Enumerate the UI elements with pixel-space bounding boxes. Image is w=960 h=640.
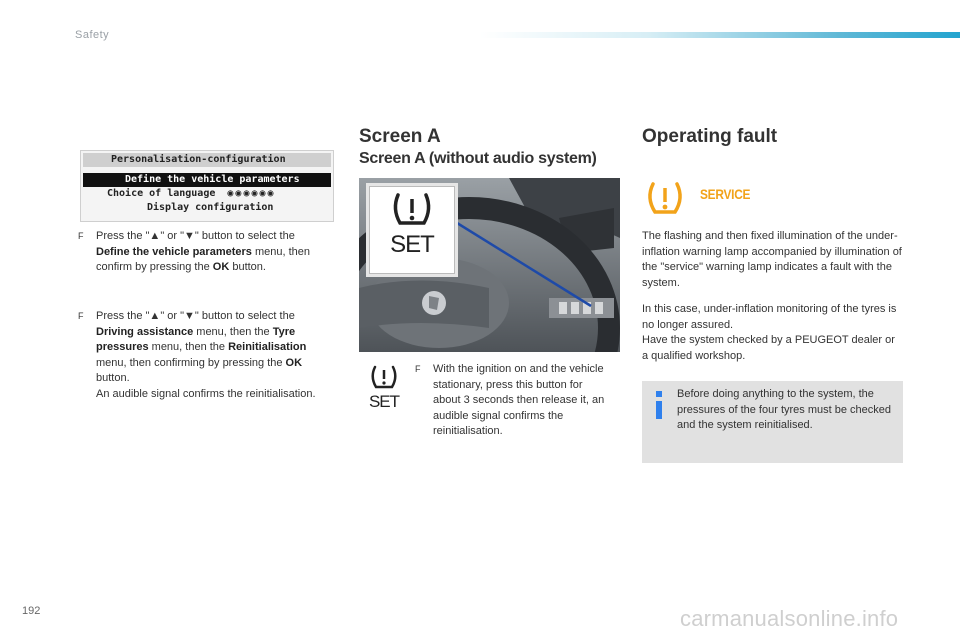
screen-a-heading: Screen A [359, 126, 441, 147]
menu-display-item: Display configuration [147, 202, 274, 213]
info-icon [654, 391, 664, 419]
instruction-step-2 [78, 309, 338, 429]
section-title: Safety [75, 29, 110, 41]
tyre-pressure-warning-icon [370, 187, 454, 235]
service-warning-label: SERVICE [700, 186, 751, 202]
step-2-note: An audible signal confirms the reinitialisation. [96, 387, 316, 400]
tyre-pressure-warning-icon-small [364, 364, 404, 392]
watermark: carmanualsonline.info [680, 606, 899, 631]
instruction-step-1 [78, 229, 338, 279]
menu-title: Personalisation-configuration [83, 153, 331, 167]
operating-fault-heading: Operating fault [642, 126, 778, 147]
menu-language-item: Choice of language ◉◉◉◉◉◉ [107, 188, 276, 199]
info-text: Before doing anything to the system, the pressures of the four tyres must be checked and the system reinitialised. [677, 388, 891, 431]
page-number: 192 [22, 605, 41, 617]
menu-selected-item: Define the vehicle parameters [83, 173, 331, 187]
set-button-icon [364, 364, 404, 412]
screen-a-subheading: Screen A (without audio system) [359, 150, 597, 167]
tyre-pressure-warning-orange-icon [642, 178, 688, 220]
info-box [642, 381, 903, 463]
peugeot-lion-icon [422, 291, 446, 315]
instruction-step-set [415, 362, 615, 442]
flag-icons: ◉◉◉◉◉◉ [227, 188, 276, 199]
set-step-text: With the ignition on and the vehicle stationary, press this button for about 3 seconds then release it, an audible signal confirms the reinitialisation. [433, 363, 605, 437]
fault-action: In this case, under-inflation monitoring of the tyres is no longer assured. Have the system checked by a PEUGEOT dealer or a qualified workshop. [642, 303, 897, 362]
menu-display [80, 150, 334, 222]
fault-description: The flashing and then fixed illumination of the under-inflation warning lamp accompanied by illumination of the "service" warning lamp indicates a fault with the system. [642, 230, 902, 289]
bullet-marker: F [78, 231, 84, 241]
bullet-marker: F [415, 364, 421, 374]
step-2-text: Press the "▲" or "▼" button to select the Driving assistance menu, then the Tyre pressures menu, then the Reinitialisation menu, then confirming by pressing the OK button. An audible signal confirms the reinitialisation. [96, 310, 316, 400]
set-label-small: SET [368, 392, 400, 411]
header-accent-bar [480, 32, 960, 38]
bullet-marker: F [78, 311, 84, 321]
set-label: SET [390, 231, 434, 258]
step-1-text: Press the "▲" or "▼" button to select the Define the vehicle parameters menu, then confirm by pressing the OK button. [96, 230, 310, 273]
set-button-callout [369, 186, 455, 274]
